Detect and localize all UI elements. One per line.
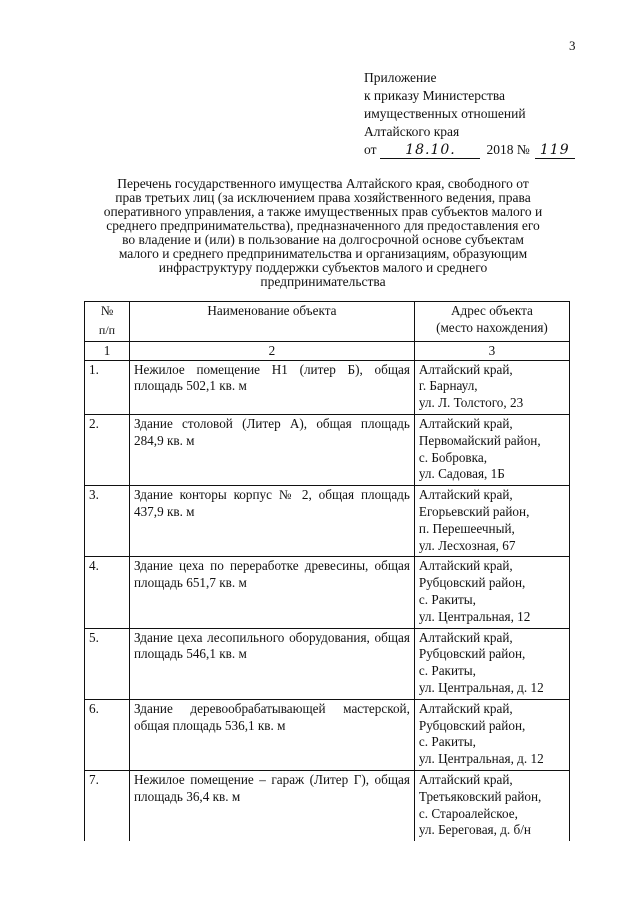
table-body xyxy=(85,360,570,841)
appendix-order-ref: к приказу Министерства xyxy=(364,88,506,103)
address-line: Третьяковский район, xyxy=(418,788,542,804)
address-line: с. Ракиты, xyxy=(418,663,476,679)
row-object-address xyxy=(414,699,569,770)
table-row xyxy=(85,557,570,628)
row-object-address xyxy=(414,628,569,699)
header-number-abbr: п/п xyxy=(98,322,116,337)
address-line: Рубцовский район, xyxy=(418,646,526,662)
column-index: 2 xyxy=(129,341,414,360)
row-number: 2. xyxy=(85,414,130,485)
date-prefix: от xyxy=(364,142,377,157)
row-object-name: Нежилое помещение Н1 (литер Б), общая площадь 502,1 кв. м xyxy=(129,360,414,414)
row-number: 5. xyxy=(85,628,130,699)
address-line: Алтайский край, xyxy=(418,700,513,716)
property-table xyxy=(84,301,570,841)
table-row xyxy=(85,486,570,557)
row-object-address xyxy=(414,414,569,485)
address-line: ул. Лесхозная, 67 xyxy=(418,537,516,553)
row-object-address xyxy=(414,770,569,841)
header-object-address xyxy=(414,302,569,342)
address-line: п. Перешеечный, xyxy=(418,520,515,536)
header-object-name: Наименование объекта xyxy=(129,302,414,342)
handwritten-date: 18.10. xyxy=(380,142,480,159)
row-object-name: Здание столовой (Литер А), общая площадь 284,9 кв. м xyxy=(129,414,414,485)
address-line: с. Ракиты, xyxy=(418,734,476,750)
address-line: ул. Центральная, 12 xyxy=(418,608,531,624)
address-line: ул. Садовая, 1Б xyxy=(418,466,505,482)
address-line: Егорьевский район, xyxy=(418,503,530,519)
header-address-sub: (место нахождения) xyxy=(436,319,548,335)
address-line: ул. Береговая, д. б/н xyxy=(418,822,531,838)
table-row xyxy=(85,628,570,699)
address-line: ул. Л. Толстого, 23 xyxy=(418,395,524,411)
row-number: 4. xyxy=(85,557,130,628)
table-row xyxy=(85,414,570,485)
address-line: г. Барнаул, xyxy=(418,378,478,394)
address-line: ул. Центральная, д. 12 xyxy=(418,679,544,695)
address-line: Первомайский район, xyxy=(418,432,541,448)
address-line: Рубцовский район, xyxy=(418,575,526,591)
column-index-row xyxy=(85,341,570,360)
row-object-address xyxy=(414,557,569,628)
page-number: 3 xyxy=(569,38,576,53)
row-number: 1. xyxy=(85,360,130,414)
row-object-name: Здание цеха по переработке древесины, общая площадь 651,7 кв. м xyxy=(129,557,414,628)
row-object-name: Здание деревообрабатывающей мастерской, общая площадь 536,1 кв. м xyxy=(129,699,414,770)
address-line: ул. Центральная, д. 12 xyxy=(418,751,544,767)
address-line: Алтайский край, xyxy=(418,487,513,503)
address-line: с. Ракиты, xyxy=(418,591,476,607)
handwritten-order-number: 119 xyxy=(535,142,575,159)
address-line: Алтайский край, xyxy=(418,415,513,431)
address-line: Рубцовский район, xyxy=(418,717,526,733)
address-line: с. Староалейское, xyxy=(418,805,518,821)
appendix-block xyxy=(364,69,575,159)
address-line: Алтайский край, xyxy=(418,771,513,787)
table-header-row xyxy=(85,302,570,342)
document-title: Перечень государственного имущества Алтайского края, свободного от прав третьих лиц (за исключением права хозяйственного ведения, права оперативного управления, а также имущественных прав субъектов малого и среднего предпринимательства), предназначенного для предоставления его во владение и (или) в пользование на долгосрочной основе субъектам малого и среднего предпринимательства и организациям, образующим инфраструктуру поддержки субъектов малого и среднего предпринимательства xyxy=(103,176,543,289)
row-object-address xyxy=(414,486,569,557)
row-object-name: Нежилое помещение – гараж (Литер Г), общая площадь 36,4 кв. м xyxy=(129,770,414,841)
address-line: с. Бобровка, xyxy=(418,449,488,465)
row-number: 6. xyxy=(85,699,130,770)
row-object-name: Здание цеха лесопильного оборудования, общая площадь 546,1 кв. м xyxy=(129,628,414,699)
appendix-date-line xyxy=(364,141,575,159)
row-number: 7. xyxy=(85,770,130,841)
table-row xyxy=(85,360,570,414)
row-object-address xyxy=(414,360,569,414)
header-address-main: Адрес объекта xyxy=(451,303,533,318)
address-line: Алтайский край, xyxy=(418,558,513,574)
row-object-name: Здание конторы корпус № 2, общая площадь 437,9 кв. м xyxy=(129,486,414,557)
year-label: 2018 № xyxy=(486,142,530,157)
header-number xyxy=(85,302,130,342)
table-row xyxy=(85,699,570,770)
table-row xyxy=(85,770,570,841)
appendix-title: Приложение xyxy=(364,70,437,85)
column-index: 3 xyxy=(414,341,569,360)
appendix-region: Алтайского края xyxy=(364,124,460,139)
column-index: 1 xyxy=(85,341,130,360)
row-number: 3. xyxy=(85,486,130,557)
header-number-sign: № xyxy=(100,303,114,318)
appendix-ministry: имущественных отношений xyxy=(364,106,526,121)
address-line: Алтайский край, xyxy=(418,361,513,377)
address-line: Алтайский край, xyxy=(418,629,513,645)
